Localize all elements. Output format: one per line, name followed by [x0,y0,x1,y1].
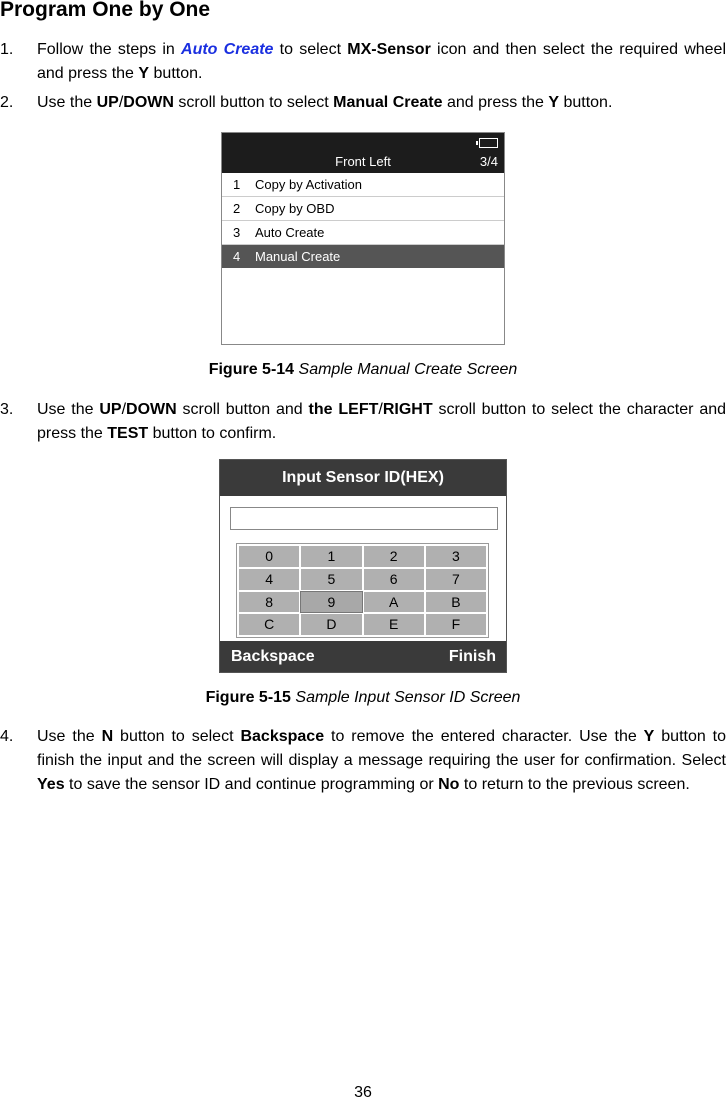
auto-create-link: Auto Create [181,41,274,58]
backspace-button[interactable]: Backspace [231,648,315,665]
sensor-id-input[interactable] [230,507,498,530]
key-9[interactable]: 9 [301,592,361,613]
finish-button[interactable]: Finish [448,648,496,665]
key-F[interactable]: F [426,614,486,635]
key-C[interactable]: C [239,614,299,635]
menu-item[interactable]: 3 Auto Create [222,221,504,245]
step-number: 3. [0,401,14,418]
step-text: Use the UP/DOWN scroll button to select Manual Create and press the Y button. [37,94,613,111]
screen-header [222,133,504,173]
hex-keypad [236,543,489,638]
key-8[interactable]: 8 [239,592,299,613]
key-2[interactable]: 2 [364,546,424,567]
step-number: 2. [0,94,14,111]
manual-create-screen [221,132,505,345]
step-1 [0,38,726,86]
step-3 [0,398,726,446]
input-sensor-id-screen [219,459,507,673]
step-number: 4. [0,728,14,745]
screen-title: Front Left [335,154,391,169]
key-0[interactable]: 0 [239,546,299,567]
menu-item-selected[interactable]: 4 Manual Create [222,245,504,268]
key-5[interactable]: 5 [301,569,361,590]
step-text: Use the UP/DOWN scroll button and the LEFT/RIGHT scroll button to select the character and press the TEST button to confirm. [37,401,726,442]
menu-item[interactable]: 1 Copy by Activation [222,173,504,197]
figure-caption: Figure 5-14 Sample Manual Create Screen [208,361,518,378]
section-heading: Program One by One [0,0,211,21]
page-number: 36 [354,1084,372,1101]
step-text: Follow the steps in Auto Create to select MX-Sensor icon and then select the required wheel and press the Y button. [37,41,726,82]
step-text: Use the N button to select Backspace to remove the entered character. Use the Y button to finish the input and the screen will display a message requiring the user for confirmation. Select Yes to save the sensor ID and continue programming or No to return to the previous screen. [37,728,726,793]
key-6[interactable]: 6 [364,569,424,590]
battery-icon [479,138,498,148]
key-D[interactable]: D [301,614,361,635]
key-4[interactable]: 4 [239,569,299,590]
screen-footer [220,641,506,672]
page-indicator: 3/4 [479,154,498,169]
key-1[interactable]: 1 [301,546,361,567]
step-number: 1. [0,41,14,58]
menu-item[interactable]: 2 Copy by OBD [222,197,504,221]
key-A[interactable]: A [364,592,424,613]
screen-title: Input Sensor ID(HEX) [220,460,506,496]
key-3[interactable]: 3 [426,546,486,567]
key-E[interactable]: E [364,614,424,635]
figure-caption: Figure 5-15 Sample Input Sensor ID Screen [205,689,521,706]
step-2 [0,91,726,115]
step-4 [0,725,726,797]
key-7[interactable]: 7 [426,569,486,590]
key-B[interactable]: B [426,592,486,613]
